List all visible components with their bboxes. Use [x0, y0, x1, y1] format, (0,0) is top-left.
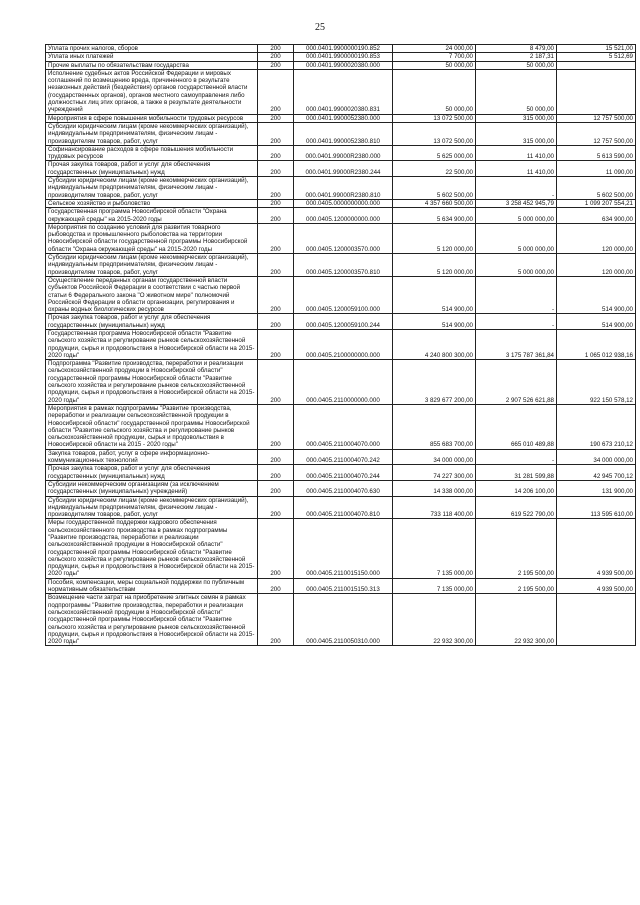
- row-unexecuted-amount-cell: [557, 69, 636, 114]
- row-code-cell: 200: [258, 199, 294, 207]
- row-code-cell: 200: [258, 45, 294, 53]
- row-approved-amount-cell: 733 118 400,00: [393, 496, 476, 519]
- row-classification-code-cell: 000.0405.1200059100.244: [294, 314, 393, 330]
- row-unexecuted-amount-cell: 12 757 500,00: [557, 114, 636, 122]
- row-name-cell: Сельское хозяйство и рыболовство: [46, 199, 258, 207]
- row-unexecuted-amount-cell: 5 602 500,00: [557, 177, 636, 200]
- row-approved-amount-cell: 13 072 500,00: [393, 114, 476, 122]
- row-unexecuted-amount-cell: 11 090,00: [557, 161, 636, 177]
- table-row: [46, 329, 636, 359]
- row-code-cell: 200: [258, 61, 294, 69]
- row-approved-amount-cell: 74 227 300,00: [393, 465, 476, 481]
- row-code-cell: 200: [258, 53, 294, 61]
- row-unexecuted-amount-cell: 190 673 210,12: [557, 404, 636, 449]
- table-row: [46, 122, 636, 145]
- table-row: [46, 314, 636, 330]
- row-name-cell: Пособия, компенсации, меры социальной поддержки по публичным нормативным обязательствам: [46, 578, 258, 594]
- row-classification-code-cell: 000.0405.1200000000.000: [294, 208, 393, 224]
- row-name-cell: Мероприятия в сфере повышения мобильности трудовых ресурсов: [46, 114, 258, 122]
- row-classification-code-cell: 000.0401.9900000190.852: [294, 45, 393, 53]
- row-approved-amount-cell: 4 240 800 300,00: [393, 329, 476, 359]
- row-code-cell: 200: [258, 314, 294, 330]
- budget-execution-table: [45, 44, 636, 646]
- table-row: [46, 360, 636, 405]
- row-classification-code-cell: 000.0405.1200003570.810: [294, 254, 393, 277]
- row-executed-amount-cell: 665 010 489,88: [476, 404, 557, 449]
- table-row: [46, 404, 636, 449]
- row-executed-amount-cell: 14 206 100,00: [476, 480, 557, 496]
- row-name-cell: Прочая закупка товаров, работ и услуг для обеспечения государственных (муниципальных) нужд: [46, 314, 258, 330]
- row-executed-amount-cell: 5 000 000,00: [476, 254, 557, 277]
- row-name-cell: Государственная программа Новосибирской области "Развитие сельского хозяйства и регулирование рынков сельскохозяйственной продукции, сырья и продовольствия в Новосибирской области на 2015-2020 годы": [46, 329, 258, 359]
- table-row: [46, 145, 636, 161]
- row-executed-amount-cell: 5 000 000,00: [476, 223, 557, 253]
- row-executed-amount-cell: 11 410,00: [476, 161, 557, 177]
- row-unexecuted-amount-cell: [557, 61, 636, 69]
- row-name-cell: Субсидии некоммерческим организациям (за исключением государственных (муниципальных) учреждений): [46, 480, 258, 496]
- row-approved-amount-cell: 3 829 677 200,00: [393, 360, 476, 405]
- row-name-cell: Возмещение части затрат на приобретение элитных семян в рамках подпрограммы "Развитие производства, переработки и реализации сельскохозяйственной продукции в Новосибирской области" государственной программы Новосибирской области "Развитие сельского хозяйства и регулирование рынков сельскохозяйственной продукции, сырья и продовольствия в Новосибирской области на 2015-2020 годы": [46, 594, 258, 646]
- row-unexecuted-amount-cell: [557, 594, 636, 646]
- table-row: [46, 519, 636, 578]
- row-name-cell: Закупка товаров, работ, услуг в сфере информационно-коммуникационных технологий: [46, 449, 258, 465]
- row-unexecuted-amount-cell: 34 000 000,00: [557, 449, 636, 465]
- table-row: [46, 276, 636, 313]
- row-unexecuted-amount-cell: 120 000,00: [557, 223, 636, 253]
- row-unexecuted-amount-cell: 922 150 578,12: [557, 360, 636, 405]
- row-unexecuted-amount-cell: 15 521,00: [557, 45, 636, 53]
- row-executed-amount-cell: 619 522 790,00: [476, 496, 557, 519]
- row-approved-amount-cell: 7 700,00: [393, 53, 476, 61]
- row-unexecuted-amount-cell: 634 900,00: [557, 208, 636, 224]
- row-classification-code-cell: 000.0401.99000R2380.244: [294, 161, 393, 177]
- row-executed-amount-cell: 50 000,00: [476, 69, 557, 114]
- row-name-cell: Уплата иных платежей: [46, 53, 258, 61]
- row-executed-amount-cell: -: [476, 449, 557, 465]
- row-executed-amount-cell: 2 195 500,00: [476, 519, 557, 578]
- row-classification-code-cell: 000.0401.9900020380.831: [294, 69, 393, 114]
- table-row: [46, 114, 636, 122]
- table-row: [46, 449, 636, 465]
- table-row: [46, 45, 636, 53]
- row-classification-code-cell: 000.0405.1200003570.000: [294, 223, 393, 253]
- budget-table-body: [46, 45, 636, 646]
- table-row: [46, 161, 636, 177]
- row-name-cell: Субсидии юридическим лицам (кроме некоммерческих организаций), индивидуальным предпринимателям, физическим лицам - производителям товаров, работ, услуг: [46, 254, 258, 277]
- row-code-cell: 200: [258, 114, 294, 122]
- table-row: [46, 53, 636, 61]
- row-unexecuted-amount-cell: 12 757 500,00: [557, 122, 636, 145]
- row-unexecuted-amount-cell: 1 065 012 938,16: [557, 329, 636, 359]
- row-code-cell: 200: [258, 480, 294, 496]
- row-classification-code-cell: 000.0405.2110015150.000: [294, 519, 393, 578]
- row-executed-amount-cell: 3 175 787 361,84: [476, 329, 557, 359]
- row-code-cell: 200: [258, 329, 294, 359]
- row-unexecuted-amount-cell: 4 939 500,00: [557, 519, 636, 578]
- row-code-cell: 200: [258, 360, 294, 405]
- row-code-cell: 200: [258, 276, 294, 313]
- row-name-cell: Прочие выплаты по обязательствам государства: [46, 61, 258, 69]
- row-unexecuted-amount-cell: 5 613 590,00: [557, 145, 636, 161]
- row-code-cell: 200: [258, 69, 294, 114]
- row-classification-code-cell: 000.0405.2100000000.000: [294, 329, 393, 359]
- row-unexecuted-amount-cell: 113 595 610,00: [557, 496, 636, 519]
- table-row: [46, 254, 636, 277]
- row-code-cell: 200: [258, 404, 294, 449]
- row-approved-amount-cell: 34 000 000,00: [393, 449, 476, 465]
- row-approved-amount-cell: 14 338 000,00: [393, 480, 476, 496]
- page-number: 25: [315, 22, 325, 33]
- row-unexecuted-amount-cell: 4 939 500,00: [557, 578, 636, 594]
- row-unexecuted-amount-cell: 514 900,00: [557, 276, 636, 313]
- table-row: [46, 69, 636, 114]
- row-classification-code-cell: 000.0405.2110015150.313: [294, 578, 393, 594]
- row-code-cell: 200: [258, 177, 294, 200]
- table-row: [46, 594, 636, 646]
- row-unexecuted-amount-cell: 514 900,00: [557, 314, 636, 330]
- row-classification-code-cell: 000.0401.9900000190.853: [294, 53, 393, 61]
- row-approved-amount-cell: 7 135 000,00: [393, 519, 476, 578]
- row-name-cell: Субсидии юридическим лицам (кроме некоммерческих организаций), индивидуальным предпринимателям, физическим лицам - производителям товаров, работ, услуг: [46, 122, 258, 145]
- row-classification-code-cell: 000.0405.2110004070.244: [294, 465, 393, 481]
- table-row: [46, 578, 636, 594]
- row-approved-amount-cell: 50 000,00: [393, 69, 476, 114]
- row-code-cell: 200: [258, 449, 294, 465]
- row-approved-amount-cell: 5 602 500,00: [393, 177, 476, 200]
- row-classification-code-cell: 000.0405.0000000000.000: [294, 199, 393, 207]
- row-code-cell: 200: [258, 578, 294, 594]
- row-executed-amount-cell: 315 000,00: [476, 122, 557, 145]
- row-approved-amount-cell: 50 000,00: [393, 61, 476, 69]
- row-approved-amount-cell: 7 135 000,00: [393, 578, 476, 594]
- row-classification-code-cell: 000.0405.2110004070.810: [294, 496, 393, 519]
- table-row: [46, 177, 636, 200]
- row-name-cell: Осуществление переданных органам государственной власти субъектов Российской Федерации в соответствии с частью первой статьи 6 Федерального закона "О животном мире" полномочий Российской Федерации в области организации, регулирования и охраны водных биологических ресурсов: [46, 276, 258, 313]
- row-approved-amount-cell: 5 120 000,00: [393, 254, 476, 277]
- row-approved-amount-cell: 13 072 500,00: [393, 122, 476, 145]
- row-approved-amount-cell: 855 683 700,00: [393, 404, 476, 449]
- row-code-cell: 200: [258, 519, 294, 578]
- row-unexecuted-amount-cell: 120 000,00: [557, 254, 636, 277]
- row-classification-code-cell: 000.0405.2110000000.000: [294, 360, 393, 405]
- row-approved-amount-cell: 514 900,00: [393, 314, 476, 330]
- row-code-cell: 200: [258, 161, 294, 177]
- row-code-cell: 200: [258, 122, 294, 145]
- row-name-cell: Подпрограмма "Развитие производства, переработки и реализации сельскохозяйственной продукции в Новосибирской области" государственной программы Новосибирской области "Развитие сельского хозяйства и регулирование рынков сельскохозяйственной продукции, сырья и продовольствия в Новосибирской области на 2015-2020 годы": [46, 360, 258, 405]
- row-classification-code-cell: 000.0401.99000R2380.000: [294, 145, 393, 161]
- row-approved-amount-cell: 514 900,00: [393, 276, 476, 313]
- row-classification-code-cell: 000.0405.2110050310.000: [294, 594, 393, 646]
- row-classification-code-cell: 000.0405.2110004070.630: [294, 480, 393, 496]
- table-row: [46, 223, 636, 253]
- row-name-cell: Прочая закупка товаров, работ и услуг для обеспечения государственных (муниципальных) нужд: [46, 465, 258, 481]
- table-row: [46, 465, 636, 481]
- row-name-cell: Субсидии юридическим лицам (кроме некоммерческих организаций), индивидуальным предпринимателям, физическим лицам - производителям товаров, работ, услуг: [46, 177, 258, 200]
- row-approved-amount-cell: 22 932 300,00: [393, 594, 476, 646]
- row-executed-amount-cell: -: [476, 276, 557, 313]
- row-code-cell: 200: [258, 465, 294, 481]
- row-executed-amount-cell: 31 281 599,88: [476, 465, 557, 481]
- row-name-cell: Субсидии юридическим лицам (кроме некоммерческих организаций), индивидуальным предпринимателям, физическим лицам - производителям товаров, работ, услуг: [46, 496, 258, 519]
- row-approved-amount-cell: 22 500,00: [393, 161, 476, 177]
- table-row: [46, 208, 636, 224]
- row-code-cell: 200: [258, 145, 294, 161]
- row-executed-amount-cell: 22 932 300,00: [476, 594, 557, 646]
- row-executed-amount-cell: 2 195 500,00: [476, 578, 557, 594]
- row-classification-code-cell: 000.0405.1200059100.000: [294, 276, 393, 313]
- row-executed-amount-cell: 50 000,00: [476, 61, 557, 69]
- row-executed-amount-cell: 2 187,31: [476, 53, 557, 61]
- row-unexecuted-amount-cell: 42 945 700,12: [557, 465, 636, 481]
- row-unexecuted-amount-cell: 131 900,00: [557, 480, 636, 496]
- table-row: [46, 480, 636, 496]
- table-row: [46, 496, 636, 519]
- table-row: [46, 199, 636, 207]
- row-name-cell: Прочая закупка товаров, работ и услуг для обеспечения государственных (муниципальных) нужд: [46, 161, 258, 177]
- row-executed-amount-cell: 2 907 526 621,88: [476, 360, 557, 405]
- row-executed-amount-cell: 11 410,00: [476, 145, 557, 161]
- row-executed-amount-cell: 3 258 452 945,79: [476, 199, 557, 207]
- row-approved-amount-cell: 5 625 000,00: [393, 145, 476, 161]
- row-code-cell: 200: [258, 208, 294, 224]
- row-executed-amount-cell: 315 000,00: [476, 114, 557, 122]
- row-executed-amount-cell: 5 000 000,00: [476, 208, 557, 224]
- row-executed-amount-cell: -: [476, 177, 557, 200]
- row-classification-code-cell: 000.0401.9900020380.000: [294, 61, 393, 69]
- row-code-cell: 200: [258, 254, 294, 277]
- table-row: [46, 61, 636, 69]
- row-name-cell: Уплата прочих налогов, сборов: [46, 45, 258, 53]
- row-code-cell: 200: [258, 223, 294, 253]
- row-classification-code-cell: 000.0401.99000R2380.810: [294, 177, 393, 200]
- row-approved-amount-cell: 5 634 900,00: [393, 208, 476, 224]
- row-name-cell: Мероприятия в рамках подпрограммы "Развитие производства, переработки и реализации сельскохозяйственной продукции в Новосибирской области" государственной программы Новосибирской области "Развитие сельского хозяйства и регулирование рынков сельскохозяйственной продукции, сырья и продовольствия в Новосибирской области на 2015 - 2020 годы": [46, 404, 258, 449]
- row-code-cell: 200: [258, 594, 294, 646]
- row-classification-code-cell: 000.0405.2110004070.000: [294, 404, 393, 449]
- row-unexecuted-amount-cell: 1 099 207 554,21: [557, 199, 636, 207]
- row-code-cell: 200: [258, 496, 294, 519]
- row-name-cell: Меры государственной поддержки кадрового обеспечения сельскохозяйственного производства в рамках подпрограммы "Развитие производства, переработки и реализации сельскохозяйственной продукции в Новосибирской области" государственной программы Новосибирской области "Развитие сельского хозяйства и регулирование рынков сельскохозяйственной продукции, сырья и продовольствия в Новосибирской области на 2015-2020 годы": [46, 519, 258, 578]
- row-unexecuted-amount-cell: 5 512,69: [557, 53, 636, 61]
- row-approved-amount-cell: 24 000,00: [393, 45, 476, 53]
- row-executed-amount-cell: -: [476, 314, 557, 330]
- row-executed-amount-cell: 8 479,00: [476, 45, 557, 53]
- row-name-cell: Исполнение судебных актов Российской Федерации и мировых соглашений по возмещению вреда, причиненного в результате незаконных действий (бездействия) органов государственной власти (государственных органов), органов местного самоуправления либо должностных лиц этих органов, а также в результате деятельности учреждений: [46, 69, 258, 114]
- row-classification-code-cell: 000.0405.2110004070.242: [294, 449, 393, 465]
- row-classification-code-cell: 000.0401.9900052380.000: [294, 114, 393, 122]
- row-classification-code-cell: 000.0401.9900052380.810: [294, 122, 393, 145]
- row-name-cell: Мероприятия по созданию условий для развития товарного рыбоводства и промышленного рыболовства на территории Новосибирской области государственной программы Новосибирской области "Охрана окружающей среды" на 2015-2020 годы: [46, 223, 258, 253]
- row-approved-amount-cell: 5 120 000,00: [393, 223, 476, 253]
- row-name-cell: Софинансирование расходов в сфере повышения мобильности трудовых ресурсов: [46, 145, 258, 161]
- row-name-cell: Государственная программа Новосибирской области "Охрана окружающей среды" на 2015-2020 годы: [46, 208, 258, 224]
- row-approved-amount-cell: 4 357 660 500,00: [393, 199, 476, 207]
